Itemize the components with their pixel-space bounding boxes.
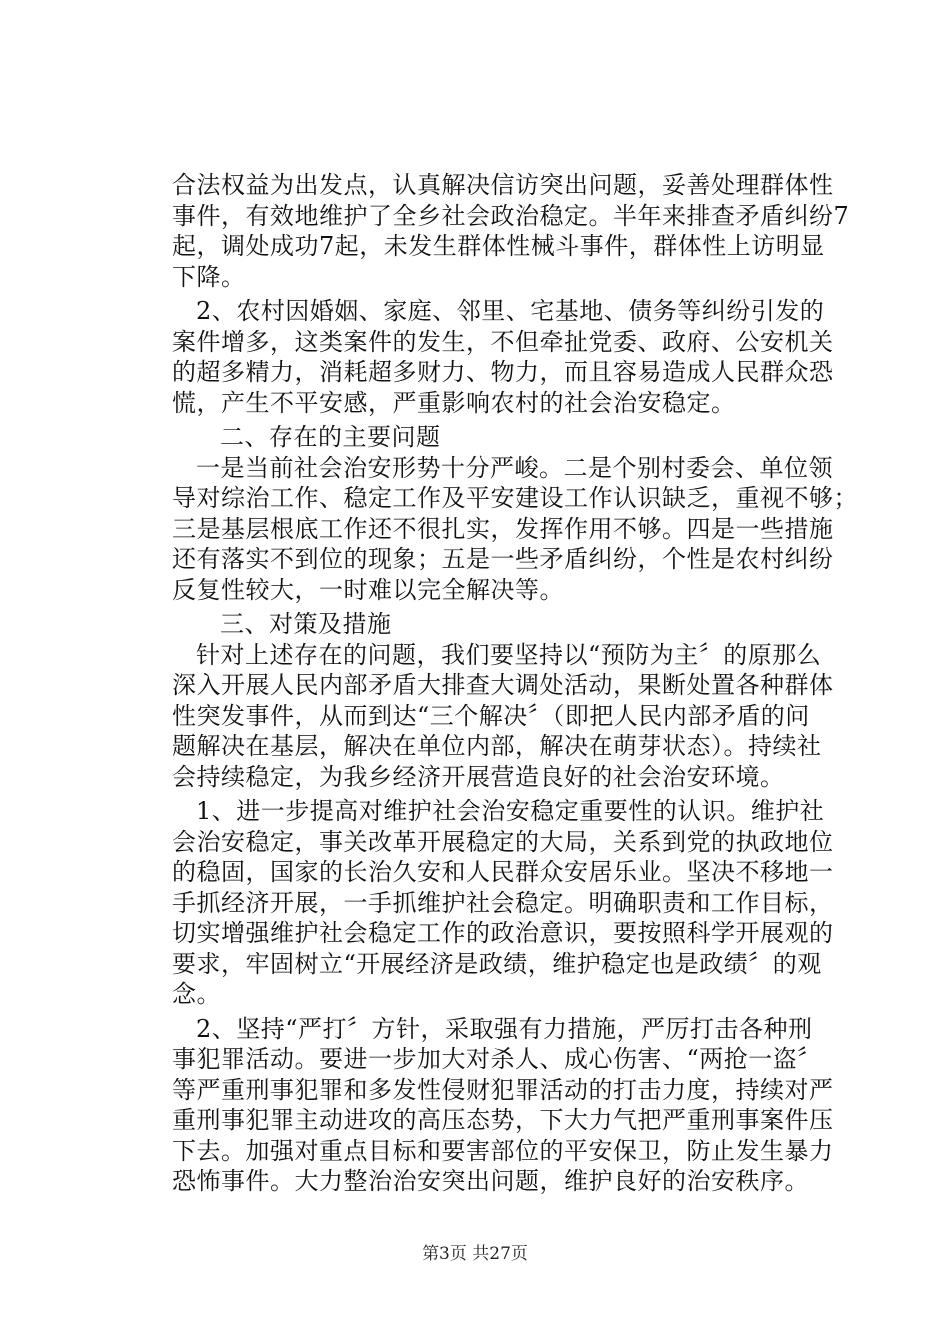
text-line: 合法权益为出发点，认真解决信访突出问题，妥善处理群体性	[172, 171, 834, 199]
text-line: 案件增多，这类案件的发生，不但牵扯党委、政府、公安机关	[172, 327, 834, 356]
paragraph-start: 1、进一步提高对维护社会治安稳定重要性的认识。维护社	[196, 797, 825, 825]
document-body	[172, 170, 858, 1197]
text-line: 三是基层根底工作还不很扎实，发挥作用不够。四是一些措施	[172, 514, 834, 543]
text-line: 会持续稳定，为我乡经济开展营造良好的社会治安环境。	[172, 762, 785, 791]
paragraph-start: 2、坚持“严打〞方针，采取强有力措施，严厉打击各种刑	[196, 1014, 813, 1043]
text-line: 的稳固，国家的长治久安和人民群众安居乐业。坚决不移地一	[172, 858, 834, 886]
text-line: 题解决在基层，解决在单位内部，解决在萌芽状态）。持续社	[172, 732, 822, 760]
text-line: 事犯罪活动。要进一步加大对杀人、成心伤害、“两抢一盗〞	[172, 1045, 822, 1073]
text-line: 导对综治工作、稳定工作及平安建设工作认识缺乏，重视不够；	[172, 484, 858, 512]
text-line: 切实增强维护社会稳定工作的政治意识，要按照科学开展观的	[172, 919, 834, 947]
section-heading: 三、对策及措施	[220, 610, 392, 638]
text-line: 下降。	[172, 262, 246, 291]
text-line: 性突发事件，从而到达“三个解决〞（即把人民内部矛盾的问	[172, 701, 810, 730]
paragraph-start: 针对上述存在的问题，我们要坚持以“预防为主〞的原那么	[196, 640, 822, 669]
text-line: 慌，产生不平安感，严重影响农村的社会治安稳定。	[172, 388, 736, 417]
text-line: 深入开展人民内部矛盾大排查大调处活动，果断处置各种群体	[172, 671, 834, 699]
paragraph-start: 一是当前社会治安形势十分严峻。二是个别村委会、单位领	[196, 453, 833, 482]
text-line: 的超多精力，消耗超多财力、物力，而且容易造成人民群众恐	[172, 358, 834, 386]
text-line: 还有落实不到位的现象；五是一些矛盾纠纷，个性是农村纠纷	[172, 545, 834, 573]
text-line: 手抓经济开展，一手抓维护社会稳定。明确职责和工作目标，	[172, 888, 834, 917]
text-line: 等严重刑事犯罪和多发性侵财犯罪活动的打击力度，持续对严	[172, 1075, 834, 1104]
text-line: 要求，牢固树立“开展经济是政绩，维护稳定也是政绩〞的观	[172, 949, 822, 978]
text-line: 事件，有效地维护了全乡社会政治稳定。半年来排查矛盾纠纷7	[172, 201, 850, 230]
text-line: 念。	[172, 980, 221, 1008]
text-line: 重刑事犯罪主动进攻的高压态势，下大力气把严重刑事案件压	[172, 1106, 834, 1134]
text-line: 下去。加强对重点目标和要害部位的平安保卫，防止发生暴力	[172, 1136, 834, 1165]
paragraph-start: 2、农村因婚姻、家庭、邻里、宅基地、债务等纠纷引发的	[196, 297, 825, 325]
text-line: 会治安稳定，事关改革开展稳定的大局，关系到党的执政地位	[172, 827, 834, 856]
text-line: 起，调处成功7起，未发生群体性械斗事件，群体性上访明显	[172, 232, 825, 260]
text-line: 恐怖事件。大力整治治安突出问题，维护良好的治安秩序。	[172, 1167, 809, 1195]
page-number: 第3页 共27页	[422, 1244, 528, 1264]
text-line: 反复性较大，一时难以完全解决等。	[172, 575, 564, 604]
section-heading: 二、存在的主要问题	[220, 423, 441, 451]
